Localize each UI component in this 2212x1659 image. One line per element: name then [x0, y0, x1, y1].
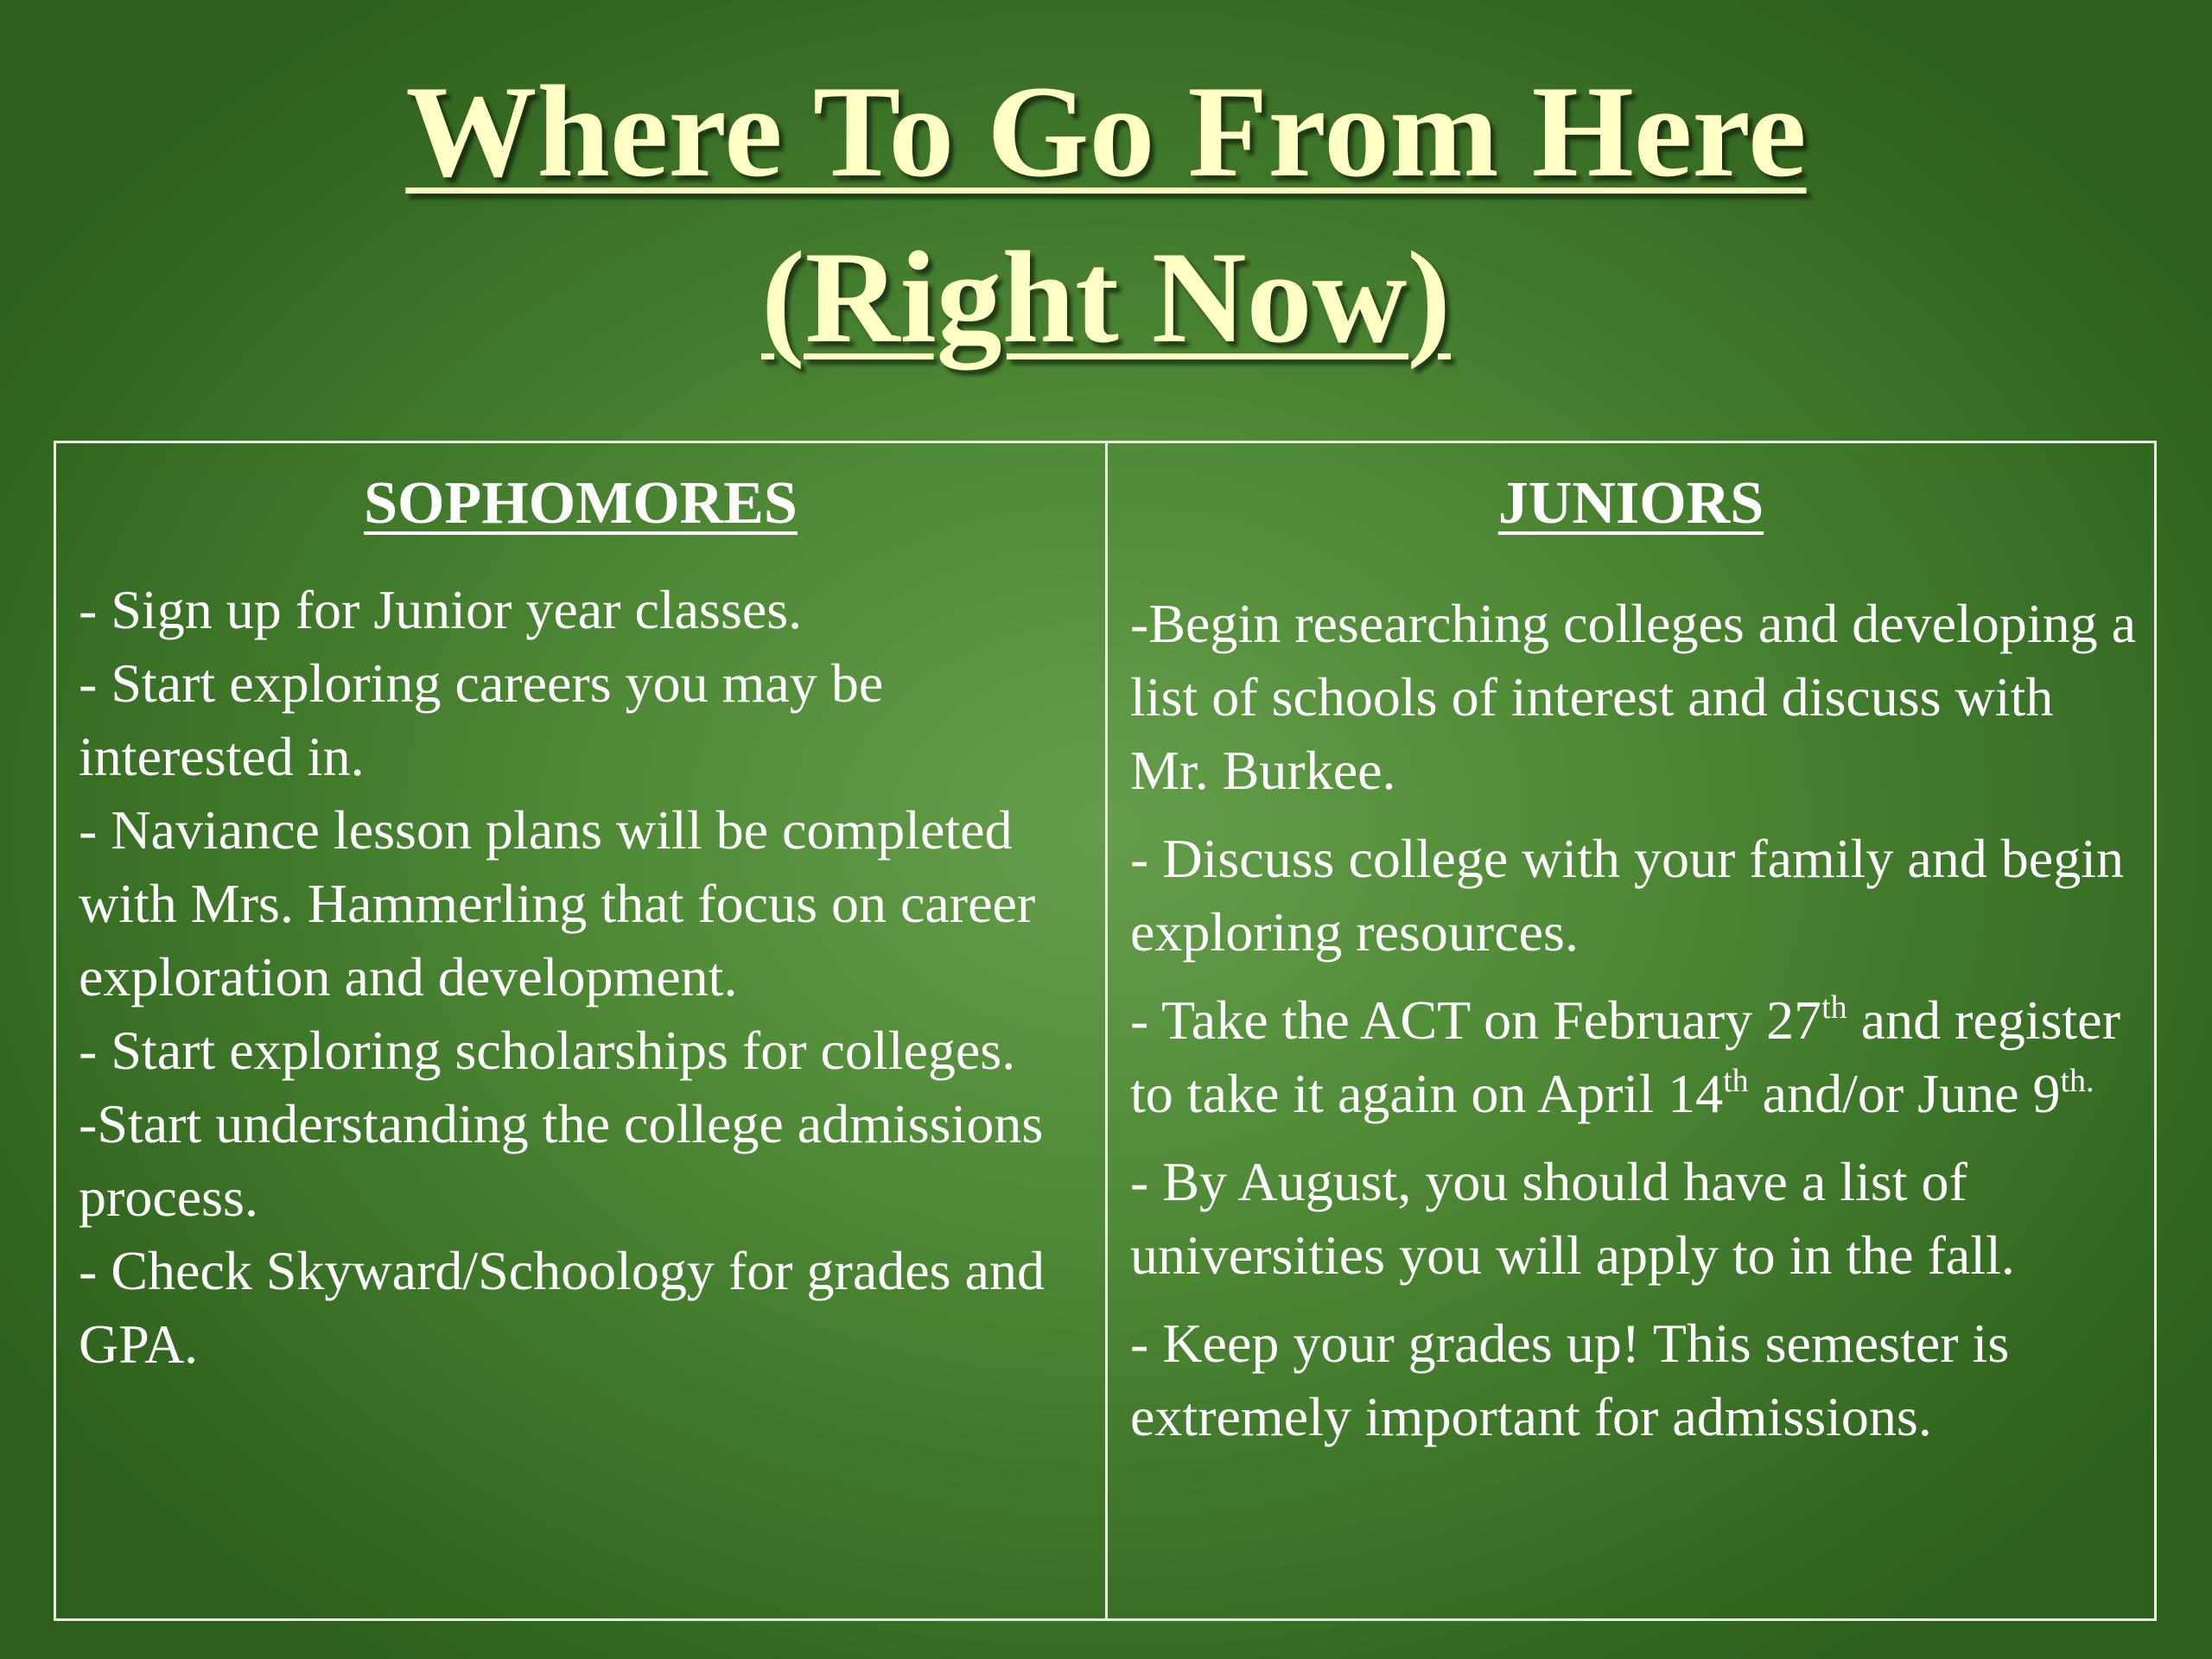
juniors-heading: JUNIORS: [1497, 470, 1764, 537]
sophomores-item: - Sign up for Junior year classes.: [79, 579, 803, 640]
juniors-item: - By August, you should have a list of universities you will apply to in the fall.: [1130, 1151, 2015, 1286]
juniors-list: [1130, 587, 2137, 1468]
sophomores-item: - Naviance lesson plans will be completed with Mrs. Hammerling that focus on career exploration and development.: [79, 799, 1036, 1007]
slide-title-line-1: Where To Go From Here: [405, 59, 1807, 204]
two-column-table: [54, 441, 2157, 1621]
slide-title-line-2: (Right Now): [761, 225, 1451, 370]
sophomores-column: [56, 443, 1108, 1618]
act-text-part-3: and/or June 9: [1748, 1063, 2061, 1124]
ordinal-suffix: th: [1723, 1062, 1749, 1099]
sophomores-item: - Start exploring scholarships for colleges.: [79, 1020, 1016, 1081]
juniors-column: [1108, 443, 2154, 1618]
sophomores-item: - Start exploring careers you may be interested in.: [79, 652, 884, 787]
juniors-item: - Keep your grades up! This semester is extremely important for admissions.: [1130, 1313, 2010, 1447]
sophomores-list: [79, 573, 1088, 1381]
act-text-part-2: and register to take it again on April 14: [1130, 989, 2120, 1124]
ordinal-suffix: th: [1821, 988, 1847, 1026]
juniors-item: -Begin researching colleges and developing a list of schools of interest and discuss with Mr. Burkee.: [1130, 593, 2136, 801]
sophomores-heading: SOPHOMORES: [364, 470, 798, 537]
juniors-item: - Discuss college with your family and begin exploring resources.: [1130, 828, 2124, 963]
sophomores-item: - Check Skyward/Schoology for grades and GPA.: [79, 1240, 1045, 1375]
slide-title: [0, 48, 2212, 380]
act-text-part-1: - Take the ACT on February 27: [1130, 989, 1822, 1051]
sophomores-item: -Start understanding the college admissions process.: [79, 1093, 1044, 1228]
ordinal-suffix: th.: [2060, 1062, 2094, 1099]
juniors-item-act-dates: [1130, 983, 2137, 1130]
